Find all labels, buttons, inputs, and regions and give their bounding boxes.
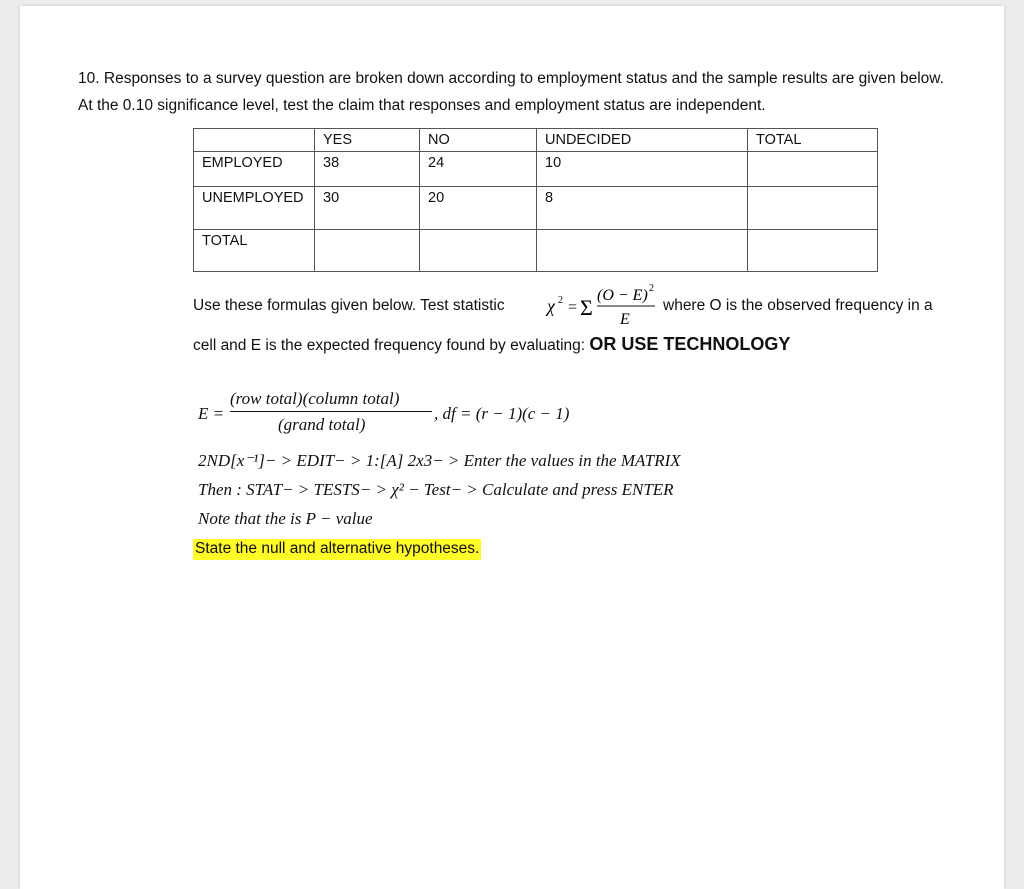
row-label-unemployed: UNEMPLOYED [194, 187, 315, 230]
question-number: 10. [78, 70, 100, 87]
table-header-row [194, 129, 878, 152]
row-label-employed: EMPLOYED [194, 152, 315, 187]
table-cell: 10 [537, 152, 748, 187]
table-cell [748, 187, 878, 230]
table-cell: 20 [420, 187, 537, 230]
table-cell: 8 [537, 187, 748, 230]
table-cell: 30 [315, 187, 420, 230]
highlighted-task: State the null and alternative hypotheses. [193, 539, 481, 560]
table-header-total: TOTAL [748, 129, 878, 152]
instruction-text: cell and E is the expected frequency found by evaluating: [193, 337, 586, 354]
question-body: Responses to a survey question are broken down according to employment status and the sample results are given below. At the 0.10 significance level, test the claim that responses and employment status are independent. [78, 70, 944, 114]
table-header-no: NO [420, 129, 537, 152]
document-page [20, 6, 1004, 889]
df-formula: , df = (r − 1)(c − 1) [434, 404, 570, 423]
svg-text:(O − E): (O − E) [597, 287, 648, 304]
table-cell: 24 [420, 152, 537, 187]
e-numerator: (row total)(column total) [230, 389, 400, 408]
table-row [194, 230, 878, 272]
table-cell [315, 230, 420, 272]
row-label-total: TOTAL [194, 230, 315, 272]
table-row [194, 187, 878, 230]
table-cell: 38 [315, 152, 420, 187]
formula-intro: Use these formulas given below. Test statistic [193, 297, 505, 314]
test-statistic-line [193, 279, 983, 329]
table-header-yes: YES [315, 129, 420, 152]
svg-text:E: E [620, 311, 630, 328]
table-cell [748, 230, 878, 272]
table-header-undecided: UNDECIDED [537, 129, 748, 152]
expected-frequency-formula [198, 389, 618, 441]
technology-note: OR USE TECHNOLOGY [589, 334, 791, 354]
svg-text:=: = [568, 299, 578, 316]
calculator-step-1: 2ND[x⁻¹]− > EDIT− > 1:[A] 2x3− > Enter the values in the MATRIX [198, 451, 681, 470]
table-cell [194, 129, 315, 152]
calculator-step-3: Note that the is P − value [198, 509, 373, 528]
calculator-step-2: Then : STAT− > TESTS− > χ² − Test− > Calculate and press ENTER [198, 480, 674, 499]
svg-text:2: 2 [649, 283, 654, 294]
e-denominator: (grand total) [278, 415, 366, 434]
question-text [78, 65, 958, 119]
table-cell [748, 152, 878, 187]
table-cell [420, 230, 537, 272]
e-lhs: E = [198, 404, 225, 423]
fraction-bar [230, 411, 432, 412]
instruction-line [193, 334, 790, 355]
survey-table [193, 128, 878, 272]
svg-text:Σ: Σ [580, 295, 593, 320]
svg-text:2: 2 [558, 295, 563, 306]
svg-text:χ: χ [547, 296, 555, 316]
chi-square-formula [543, 279, 663, 329]
formula-explanation: where O is the observed frequency in a [663, 297, 933, 314]
table-cell [537, 230, 748, 272]
table-row [194, 152, 878, 187]
